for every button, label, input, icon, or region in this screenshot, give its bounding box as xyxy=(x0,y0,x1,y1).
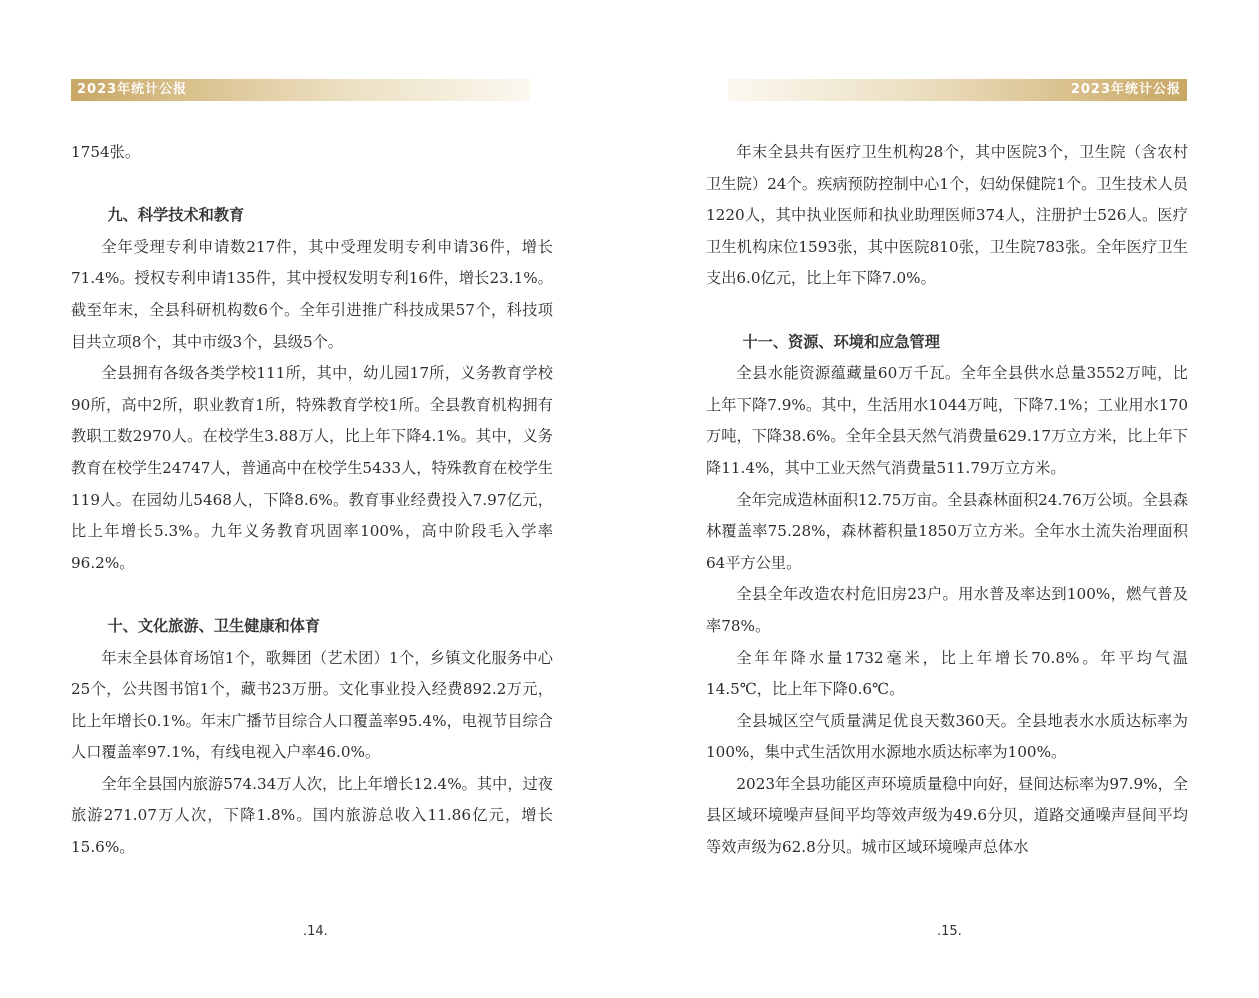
section-9-paragraph-1: 全年受理专利申请数217件，其中受理发明专利申请36件，增长71.4%。授权专利申请135件，其中授权发明专利16件，增长23.1%。截至年末，全县科研机构数6个。全年引进推广科技成果57个，科技项目共立项8个，其中市级3个，县级5个。 xyxy=(71,237,553,351)
section-9-heading: 九、科学技术和教育 xyxy=(107,206,245,225)
right-page xyxy=(630,0,1259,998)
left-body-text xyxy=(71,137,553,864)
left-page-number: .14. xyxy=(303,924,328,939)
section-10-paragraph-2: 全年全县国内旅游574.34万人次，比上年增长12.4%。其中，过夜旅游271.07万人次，下降1.8%。国内旅游总收入11.86亿元，增长15.6%。 xyxy=(71,774,553,857)
section-11-paragraph-6: 2023年全县功能区声环境质量稳中向好，昼间达标率为97.9%，全县区域环境噪声昼间平均等效声级为49.6分贝，道路交通噪声昼间平均等效声级为62.8分贝。城市区域环境噪声总体水 xyxy=(706,774,1188,857)
health-paragraph: 年末全县共有医疗卫生机构28个，其中医院3个，卫生院（含农村卫生院）24个。疾病预防控制中心1个，妇幼保健院1个。卫生技术人员1220人，其中执业医师和执业助理医师374人，注册护士526人。医疗卫生机构床位1593张，其中医院810张，卫生院783张。全年医疗卫生支出6.0亿元，比上年下降7.0%。 xyxy=(706,143,1188,288)
left-header-title: 2023年统计公报 xyxy=(77,82,188,97)
section-10-heading: 十、文化旅游、卫生健康和体育 xyxy=(107,616,321,635)
right-header-title: 2023年统计公报 xyxy=(1070,82,1181,97)
right-header-bar xyxy=(728,79,1187,101)
section-11-paragraph-4: 全年年降水量1732毫米，比上年增长70.8%。年平均气温14.5℃，比上年下降0.6℃。 xyxy=(706,648,1188,699)
section-10-paragraph-1: 年末全县体育场馆1个，歌舞团（艺术团）1个，乡镇文化服务中心25个，公共图书馆1个，藏书23万册。文化事业投入经费892.2万元，比上年增长0.1%。年末广播节目综合人口覆盖率95.4%，电视节目综合人口覆盖率97.1%，有线电视入户率46.0%。 xyxy=(71,648,553,762)
right-body-text xyxy=(706,137,1188,864)
left-page xyxy=(0,0,629,998)
right-page-number: .15. xyxy=(937,924,962,939)
section-9-paragraph-2: 全县拥有各级各类学校111所，其中，幼儿园17所，义务教育学校90所，高中2所，职业教育1所，特殊教育学校1所。全县教育机构拥有教职工数2970人。在校学生3.88万人，比上年下降4.1%。其中，义务教育在校学生24747人，普通高中在校学生5433人，特殊教育在校学生119人。在园幼儿5468人，下降8.6%。教育事业经费投入7.97亿元，比上年增长5.3%。九年义务教育巩固率100%，高中阶段毛入学率96.2%。 xyxy=(71,364,553,572)
section-11-paragraph-5: 全县城区空气质量满足优良天数360天。全县地表水水质达标率为100%，集中式生活饮用水源地水质达标率为100%。 xyxy=(706,711,1188,762)
section-11-paragraph-1: 全县水能资源蕴藏量60万千瓦。全年全县供水总量3552万吨，比上年下降7.9%。其中，生活用水1044万吨，下降7.1%；工业用水170万吨，下降38.6%。全年全县天然气消费量629.17万立方米，比上年下降11.4%，其中工业天然气消费量511.79万立方米。 xyxy=(706,364,1188,477)
left-header-bar xyxy=(71,79,530,101)
section-11-paragraph-2: 全年完成造林面积12.75万亩。全县森林面积24.76万公顷。全县森林覆盖率75.28%，森林蓄积量1850万立方米。全年水土流失治理面积64平方公里。 xyxy=(706,490,1188,572)
continuation-text: 1754张。 xyxy=(71,143,141,161)
section-11-paragraph-3: 全县全年改造农村危旧房23户。用水普及率达到100%，燃气普及率78%。 xyxy=(706,585,1188,635)
section-11-heading: 十一、资源、环境和应急管理 xyxy=(742,332,940,351)
